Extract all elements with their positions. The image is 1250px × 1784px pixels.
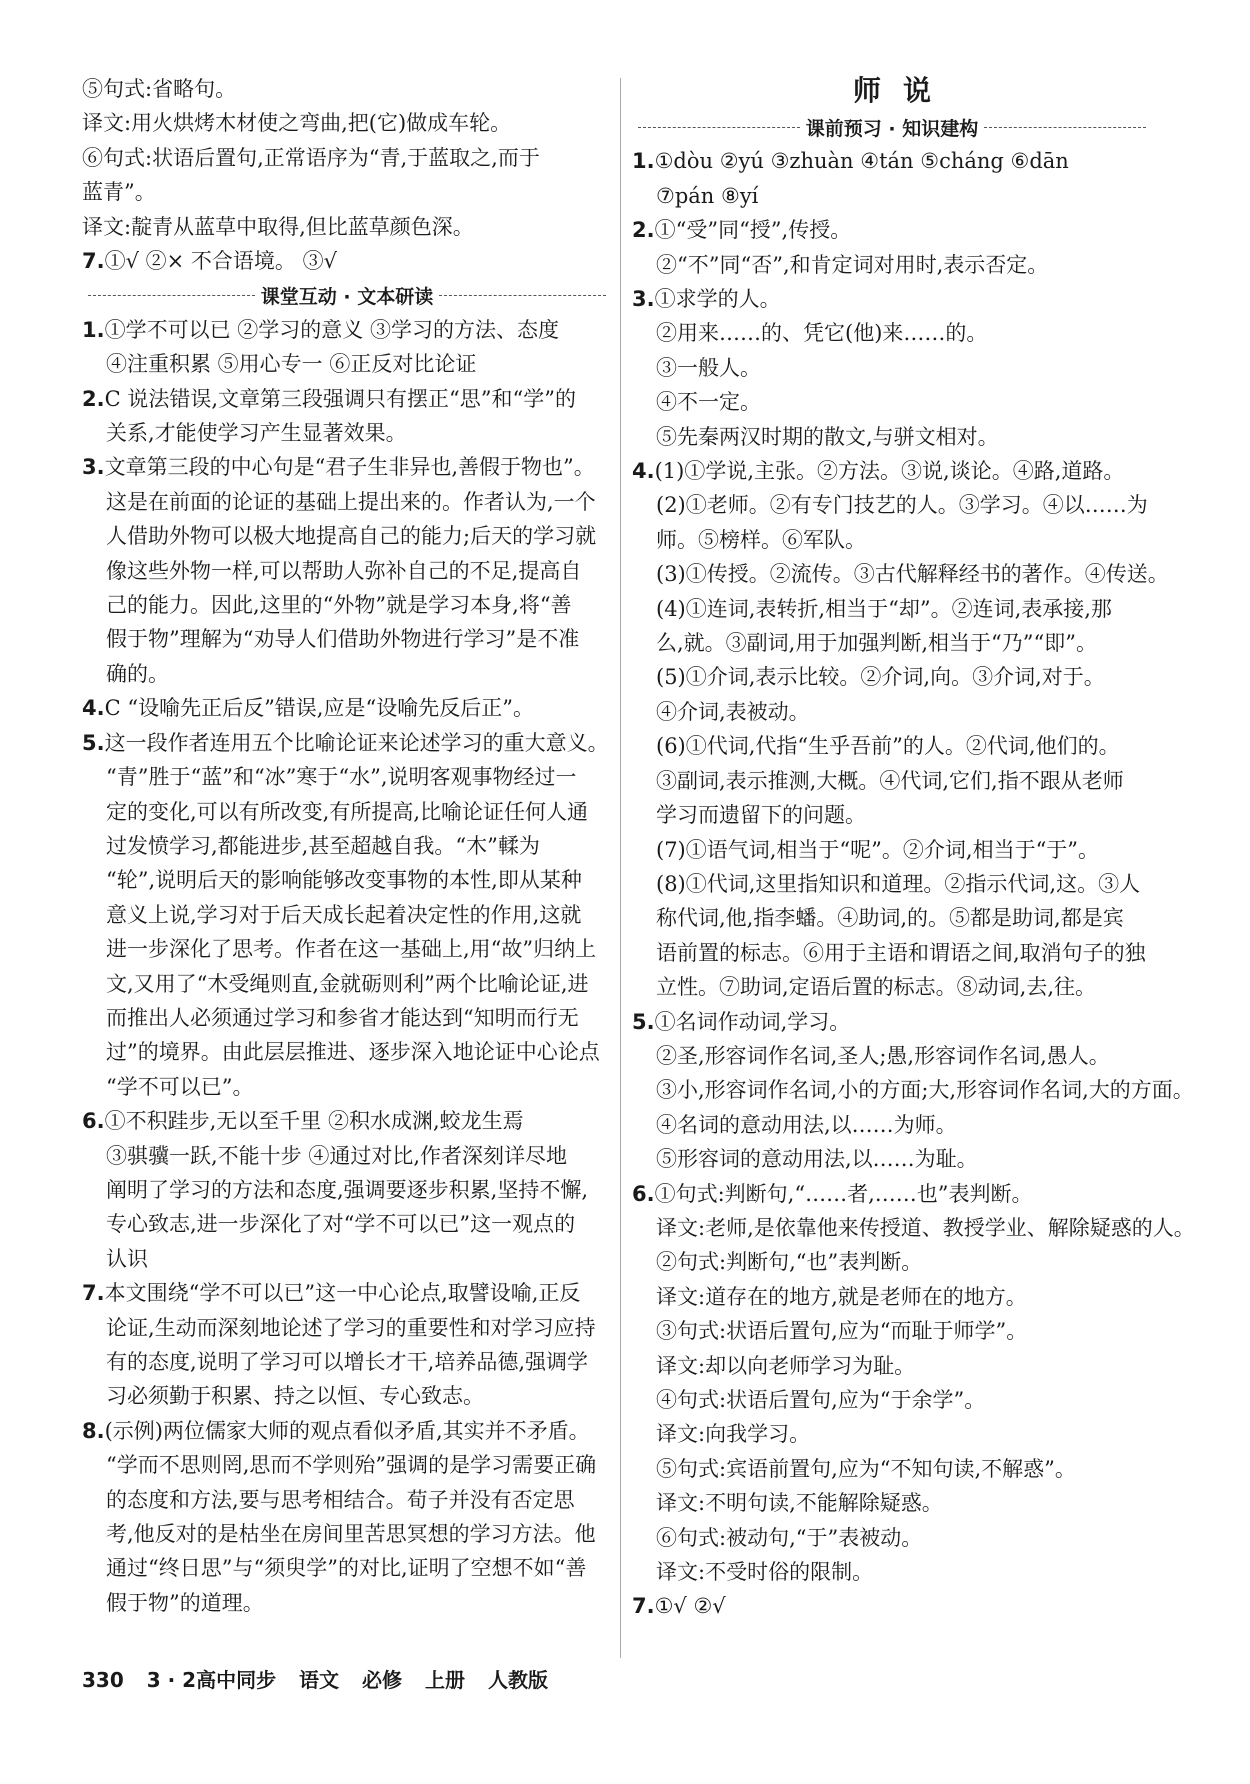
line-text: ①求学的人。 [654,287,781,312]
item-number: 7. [82,249,105,274]
line-text: 人借助外物可以极大地提高自己的能力;后天的学习就 [106,524,597,549]
page-footer [82,1664,564,1693]
line-text: ④不一定。 [656,390,761,415]
text-line [82,72,612,106]
text-line [82,1517,612,1551]
text-line [82,210,612,244]
line-text: 己的能力。因此,这里的“外物”就是学习本身,将“善 [106,593,572,618]
text-line [632,1005,1152,1039]
text-line [82,760,612,794]
text-line [82,1070,612,1104]
line-text: 译文:向我学习。 [656,1422,811,1447]
text-line [82,1276,612,1310]
text-line [632,1280,1152,1314]
text-line [82,554,612,588]
text-line [632,833,1152,867]
text-line [632,970,1152,1004]
text-line [632,798,1152,832]
item-number: 1. [632,149,655,174]
line-text: 师。⑤榜样。⑥军队。 [656,527,866,552]
text-line [632,1142,1152,1176]
right-column [632,72,1195,1624]
text-line [82,932,612,966]
text-line [632,316,1152,350]
text-line [632,1486,1152,1520]
line-text: 习必须勤于积累、持之以恒、专心致志。 [106,1384,484,1409]
text-line [632,1073,1194,1107]
text-line [82,967,612,1001]
text-line [82,1586,612,1620]
line-text: ③一般人。 [656,355,761,380]
line-text: ①不积跬步,无以至千里 ②积水成渊,蛟龙生焉 [104,1109,524,1134]
text-line [82,1448,612,1482]
text-line [632,385,1152,419]
text-line [82,313,612,347]
text-line [632,213,1152,247]
lesson-title: 师说 [852,74,953,107]
text-line [82,1001,612,1035]
line-text: 文章第三段的中心句是“君子生非异也,善假于物也”。 [104,455,595,480]
part-label: 上册 [424,1668,465,1692]
text-line [632,1521,1152,1555]
left-answers [82,313,612,1620]
line-text: C “设喻先正后反”错误,应是“设喻先反后正”。 [104,696,534,721]
section-heading-classroom [82,278,612,312]
text-line [632,1245,1152,1279]
text-line [82,106,612,140]
text-line [82,1379,612,1413]
item-number: 4. [632,459,655,484]
text-line [632,729,1152,763]
item-number: 4. [82,696,105,721]
text-line [82,1551,612,1585]
line-text: 译文:靛青从蓝草中取得,但比蓝草颜色深。 [82,214,474,239]
text-line [82,416,612,450]
line-text: 有的态度,说明了学习可以增长才干,培养品德,强调学 [106,1350,589,1375]
item-number: 5. [632,1009,655,1034]
line-text: 译文:用火烘烤木材使之弯曲,把(它)做成车轮。 [82,111,512,136]
line-text: ④名词的意动用法,以……为师。 [656,1112,957,1137]
text-line [632,248,1152,282]
text-line [632,592,1152,626]
line-text: 学习而遗留下的问题。 [656,803,866,828]
line-text: 么,就。③副词,用于加强判断,相当于“乃”“即”。 [656,631,1097,656]
section-rule [439,295,606,296]
line-text: ①“受”同“授”,传授。 [654,218,852,243]
line-text: 假于物”的道理。 [106,1590,264,1615]
series-brand: 3 · 2高中同步 [146,1668,277,1692]
text-line [632,282,1152,316]
line-text: 确的。 [106,661,169,686]
line-text: “学不可以已”。 [106,1074,254,1099]
text-line [632,1349,1152,1383]
text-line [82,1207,612,1241]
text-line [82,1035,612,1069]
line-text: (8)①代词,这里指知识和道理。②指示代词,这。③人 [656,871,1141,896]
line-text: (示例)两位儒家大师的观点看似矛盾,其实并不矛盾。 [104,1418,590,1443]
text-line [82,829,612,863]
text-line [632,557,1169,591]
line-text: 论证,生动而深刻地论述了学习的重要性和对学习应持 [106,1315,596,1340]
item-number: 2. [632,218,655,243]
line-text: 进一步深化了思考。作者在这一基础上,用“故”归纳上 [106,937,597,962]
line-text: “青”胜于“蓝”和“冰”寒于“水”,说明客观事物经过一 [106,765,577,790]
text-line [632,144,1152,178]
item-number: 7. [632,1594,655,1619]
section-rule [88,295,255,296]
line-text: 文,又用了“木受绳则直,金就砺则利”两个比喻论证,进 [106,971,589,996]
text-line [82,1173,612,1207]
text-line [632,1589,1152,1623]
text-line [82,519,612,553]
section-title: 课堂互动 · 文本研读 [260,286,434,309]
line-text: ③句式:状语后置句,应为“而耻于师学”。 [656,1319,1028,1344]
line-text: (4)①连词,表转折,相当于“却”。②连词,表承接,那 [656,596,1112,621]
line-text: ①名词作动词,学习。 [654,1009,851,1034]
line-text: 认识 [106,1246,148,1271]
text-line [82,691,612,725]
volume-label: 必修 [362,1668,403,1692]
text-line [632,1417,1152,1451]
text-line [632,660,1152,694]
text-line [82,1414,612,1448]
line-text: ②用来……的、凭它(他)来……的。 [656,321,988,346]
item-number: 1. [82,317,105,342]
text-line [82,1345,612,1379]
line-text: 立性。⑦助词,定语后置的标志。⑧动词,去,往。 [656,975,1097,1000]
text-line [82,657,612,691]
line-text: 过发愤学习,都能进步,甚至超越自我。“木”輮为 [106,833,540,858]
text-line [632,179,1152,213]
line-text: ①句式:判断句,“……者,……也”表判断。 [654,1181,1033,1206]
right-answers [632,144,1195,1623]
line-text: ⑤句式:省略句。 [82,77,237,101]
text-line [82,244,612,278]
line-text: 译文:却以向老师学习为耻。 [656,1353,916,1378]
line-text: (7)①语气词,相当于“呢”。②介词,相当于“于”。 [656,837,1100,862]
line-text: (5)①介词,表示比较。②介词,向。③介词,对于。 [656,665,1105,690]
line-text: ②圣,形容词作名词,圣人;愚,形容词作名词,愚人。 [656,1043,1110,1068]
subject-label: 语文 [299,1668,340,1692]
text-line [82,141,612,175]
column-divider [620,78,621,1658]
line-text: ④注重积累 ⑤用心专一 ⑥正反对比论证 [106,352,477,377]
line-text: ⑦pán ⑧yí [656,183,759,208]
text-line [632,1039,1152,1073]
line-text: ③小,形容词作名词,小的方面;大,形容词作名词,大的方面。 [656,1078,1194,1103]
item-number: 5. [82,730,105,755]
line-text: ②句式:判断句,“也”表判断。 [656,1250,923,1275]
line-text: 的态度和方法,要与思考相结合。荀子并没有否定思 [106,1487,575,1512]
line-text: 考,他反对的是枯坐在房间里苦思冥想的学习方法。他 [106,1522,596,1547]
line-text: 通过“终日思”与“须臾学”的对比,证明了空想不如“善 [106,1556,587,1581]
text-line [82,588,612,622]
text-line [82,485,612,519]
line-text: ⑤句式:宾语前置句,应为“不知句读,不解惑”。 [656,1456,1076,1481]
line-text: 像这些外物一样,可以帮助人弥补自己的不足,提高自 [106,558,582,583]
line-text: ③副词,表示推测,大概。④代词,它们,指不跟从老师 [656,768,1124,793]
text-line [82,1104,612,1138]
section-rule [984,127,1146,128]
edition-label: 人教版 [487,1668,548,1692]
text-line [82,898,612,932]
line-text: 这是在前面的论证的基础上提出来的。作者认为,一个 [106,489,596,514]
line-text: “学而不思则罔,思而不学则殆”强调的是学习需要正确 [106,1453,597,1478]
text-line [632,420,1152,454]
text-line [82,795,612,829]
item-number: 3. [82,455,105,480]
item-number: 2. [82,386,105,411]
text-line [82,450,612,484]
text-line [632,1314,1152,1348]
text-line [82,382,612,416]
text-line [632,1177,1152,1211]
text-line [82,726,612,760]
item-number: 8. [82,1418,105,1443]
line-text: (1)①学说,主张。②方法。③说,谈论。④路,道路。 [654,459,1125,484]
line-text: ④介词,表被动。 [656,699,810,724]
line-text: (2)①老师。②有专门技艺的人。③学习。④以……为 [656,493,1148,518]
line-text: “轮”,说明后天的影响能够改变事物的本性,即从某种 [106,868,582,893]
text-line [632,626,1152,660]
line-text: 蓝青”。 [82,180,156,205]
text-line [82,347,612,381]
line-text: 这一段作者连用五个比喻论证来论述学习的重大意义。 [104,730,609,755]
line-text: 假于物”理解为“劝导人们借助外物进行学习”是不准 [106,627,580,652]
section-title: 课前预习 · 知识建构 [805,117,979,140]
line-text: (3)①传授。②流传。③古代解释经书的著作。④传送。 [656,562,1169,587]
text-line [632,695,1152,729]
text-line [82,863,612,897]
item-number: 6. [632,1181,655,1206]
line-text: 专心致志,进一步深化了对“学不可以已”这一观点的 [106,1212,576,1237]
text-line [632,488,1152,522]
item-number: 3. [632,287,655,312]
text-line [632,454,1152,488]
line-text: C 说法错误,文章第三段强调只有摆正“思”和“学”的 [104,386,576,411]
text-line [82,1139,612,1173]
line-text: 译文:老师,是依靠他来传授道、教授学业、解除疑惑的人。 [656,1215,1195,1240]
line-text: ①学不可以已 ②学习的意义 ③学习的方法、态度 [104,317,559,342]
line-text: ⑤形容词的意动用法,以……为耻。 [656,1147,978,1172]
line-text: ⑤先秦两汉时期的散文,与骈文相对。 [656,424,999,449]
item-number: 6. [82,1109,105,1134]
text-line [82,175,612,209]
page-number: 330 [82,1668,124,1692]
text-line [632,1108,1152,1142]
text-line [632,1555,1152,1589]
line-text: ⑥句式:状语后置句,正常语序为“青,于蓝取之,而于 [82,145,540,170]
line-text: 译文:不明句读,不能解除疑惑。 [656,1491,943,1516]
text-line [632,1211,1195,1245]
line-text: 定的变化,可以有所改变,有所提高,比喻论证任何人通 [106,799,589,824]
line-text: ④句式:状语后置句,应为“于余学”。 [656,1388,986,1413]
text-line [632,1452,1152,1486]
line-text: ②“不”同“否”,和肯定词对用时,表示否定。 [656,252,1049,277]
text-line [632,936,1152,970]
line-text: 而推出人必须通过学习和参省才能达到“知明而行无 [106,1005,579,1030]
text-line [632,1383,1152,1417]
line-text: 过”的境界。由此层层推进、逐步深入地论证中心论点 [106,1040,600,1065]
line-text: 语前置的标志。⑥用于主语和谓语之间,取消句子的独 [656,940,1146,965]
text-line [632,901,1152,935]
line-text: 译文:道存在的地方,就是老师在的地方。 [656,1284,1027,1309]
line-text: 关系,才能使学习产生显著效果。 [106,421,407,446]
line-text: ①dòu ②yú ③zhuàn ④tán ⑤cháng ⑥dān [654,149,1069,174]
text-line [82,622,612,656]
section-rule [638,127,800,128]
left-column [82,72,612,1620]
item-number: 7. [82,1281,105,1306]
text-line [82,1242,612,1276]
line-text: 意义上说,学习对于后天成长起着决定性的作用,这就 [106,902,582,927]
text-line [82,1311,612,1345]
text-line [82,1483,612,1517]
section-heading-preview [632,110,1152,144]
text-line [632,764,1152,798]
text-line [632,351,1152,385]
line-text: 译文:不受时俗的限制。 [656,1560,874,1585]
line-text: ①√ ②√ [654,1594,726,1619]
line-text: 本文围绕“学不可以已”这一中心论点,取譬设喻,正反 [104,1281,581,1306]
line-text: ⑥句式:被动句,“于”表被动。 [656,1525,923,1550]
line-text: 阐明了学习的方法和态度,强调要逐步积累,坚持不懈, [106,1177,589,1202]
line-text: ③骐骥一跃,不能十步 ④通过对比,作者深刻详尽地 [106,1143,568,1168]
text-line [632,867,1152,901]
text-line [632,523,1152,557]
line-text: 称代词,他,指李蟠。④助词,的。⑤都是助词,都是宾 [656,906,1124,931]
line-text: ①√ ②× 不合语境。 ③√ [104,249,337,274]
line-text: (6)①代词,代指“生乎吾前”的人。②代词,他们的。 [656,734,1120,759]
left-intro-block [82,72,612,278]
